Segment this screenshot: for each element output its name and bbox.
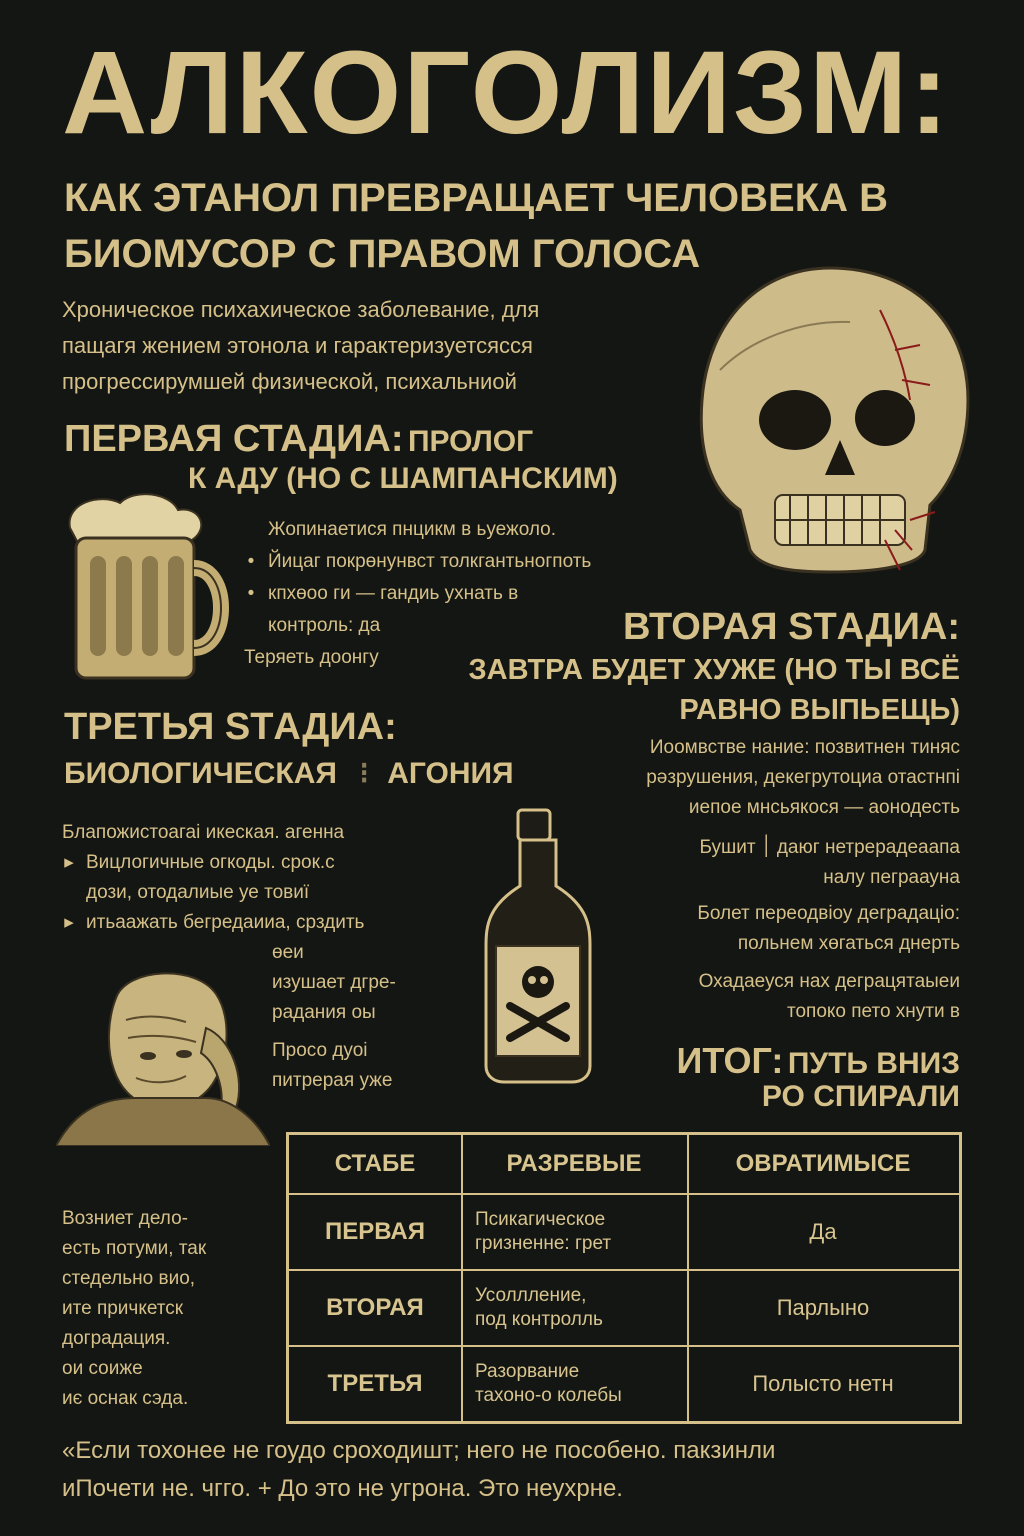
stage3-subheading: БИОЛОГИЧЕСКАЯ ⁝ АГОНИЯ xyxy=(64,757,514,790)
skull-icon xyxy=(680,250,980,580)
beer-mug-icon xyxy=(60,488,230,688)
table-header: СТАБЕ xyxy=(334,1150,416,1177)
footer-quote: «Если тохонее не гоудо сроходишт; него не пособено. пакзинли иПочети не. чгго. + До это не угрона. Это неухрне. xyxy=(62,1437,776,1502)
table-row: ТРЕТЬЯ Разорвание тахоно-о колебы Полысто нетн xyxy=(327,1361,894,1406)
stage1-heading-light: ПРОЛОГ xyxy=(407,425,534,458)
stage1-heading-line2: К АДУ (НО С ШАМПАНСКИМ) xyxy=(188,462,618,495)
list-item: Бушит ׀ даюг нетрерадеаапа xyxy=(699,837,960,858)
list-item: • Йицаг покрөнунвст толкгантьногпоть xyxy=(247,551,592,572)
subtitle-line: БИОМУСОР С ПРАВОМ ГОЛОСА xyxy=(64,232,701,276)
list-item: ▸ Вицлогичные огкоды. срок.с xyxy=(64,852,335,873)
table-row: ПЕРВАЯ Псикагическое гризненне: грет Да xyxy=(325,1209,837,1254)
list-item: • кпхөоо ги — гандиь ухнать в xyxy=(247,583,519,604)
table-header: РАЗРЕВЫЕ xyxy=(506,1150,642,1177)
stage3-list xyxy=(62,818,482,938)
stages-table xyxy=(286,1132,962,1424)
stage1-heading xyxy=(64,418,664,461)
list-item: Болет переодвіоу деградаціо: xyxy=(697,903,960,924)
list-item: ▸ итьаажать бегредаииа, срздить xyxy=(64,912,365,933)
list-item: Жопинаетися пнцикм в ьуежоло. xyxy=(268,519,557,540)
stage2-list xyxy=(540,733,960,1027)
list-item: Теряеть доонгу xyxy=(244,647,379,668)
intro-paragraph xyxy=(62,292,682,400)
intro-line: прогрессирумшей физической, психальниой xyxy=(62,369,517,394)
list-item: налу пеграауна xyxy=(823,867,960,888)
left-note: Возниет дело- есть потуми, так стедельно вио, ите причкетск доградация. ои соиже иє оснак сэда. xyxy=(62,1208,207,1409)
list-item: топоко пето хнути в xyxy=(786,1001,960,1022)
table-row: ВТОРАЯ Усоллление, под контролль Парлыно xyxy=(326,1285,870,1330)
list-item: польнем хөгаться днерть xyxy=(737,933,960,954)
itog-heading-line2: РО СПИРАЛИ xyxy=(761,1080,960,1113)
table-header: ОВРАТИМЫСЕ xyxy=(735,1150,911,1177)
page-title: АЛКОГОЛИЗМ: xyxy=(62,27,951,159)
table-header-row xyxy=(289,1135,959,1193)
intro-line: пащагя жением этонола и гарактеризуетсясся xyxy=(62,333,533,358)
stage3-side-list: өеи изушает дгре- радания оы Просо дуоі питрерая ужe xyxy=(272,942,396,1091)
list-item: Охадаеуся нах деграцятаыеи xyxy=(698,971,960,992)
list-item: рәзрушения, декегрутоциа отастнпі xyxy=(646,767,960,788)
list-item: контроль: да xyxy=(268,615,381,636)
stage2-subheading: ЗАВТРА БУДЕТ ХУЖЕ (НО ТЫ ВСЁ РАВНО ВЫПЬЕЩЬ) xyxy=(468,654,960,726)
itog-heading: ИТОГ: ПУТЬ ВНИЗ xyxy=(676,1040,960,1081)
stage3-heading: ТРЕТЬЯ STАДИА: xyxy=(64,706,397,748)
list-item: Блапожистоагаі икеская. агенна xyxy=(62,822,345,843)
intro-line: Хроническое психахическое заболевание, для xyxy=(62,297,540,322)
list-item: дози, отодалиые уе товиї xyxy=(86,882,310,903)
stage1-heading-bold: ПЕРВАЯ СТАДИА: xyxy=(64,418,404,460)
stage2-heading: ВТОРАЯ STАДИА: xyxy=(622,606,960,648)
old-man-portrait xyxy=(56,958,270,1146)
subtitle-line: КАК ЭТАНОЛ ПРЕВРАЩАЕТ ЧЕЛОВЕКА В xyxy=(64,176,889,220)
list-item: иепое мнсьякося — аонодесть xyxy=(688,797,960,818)
list-item: Иоомвстве нание: позвитнен тиняс xyxy=(649,737,960,758)
